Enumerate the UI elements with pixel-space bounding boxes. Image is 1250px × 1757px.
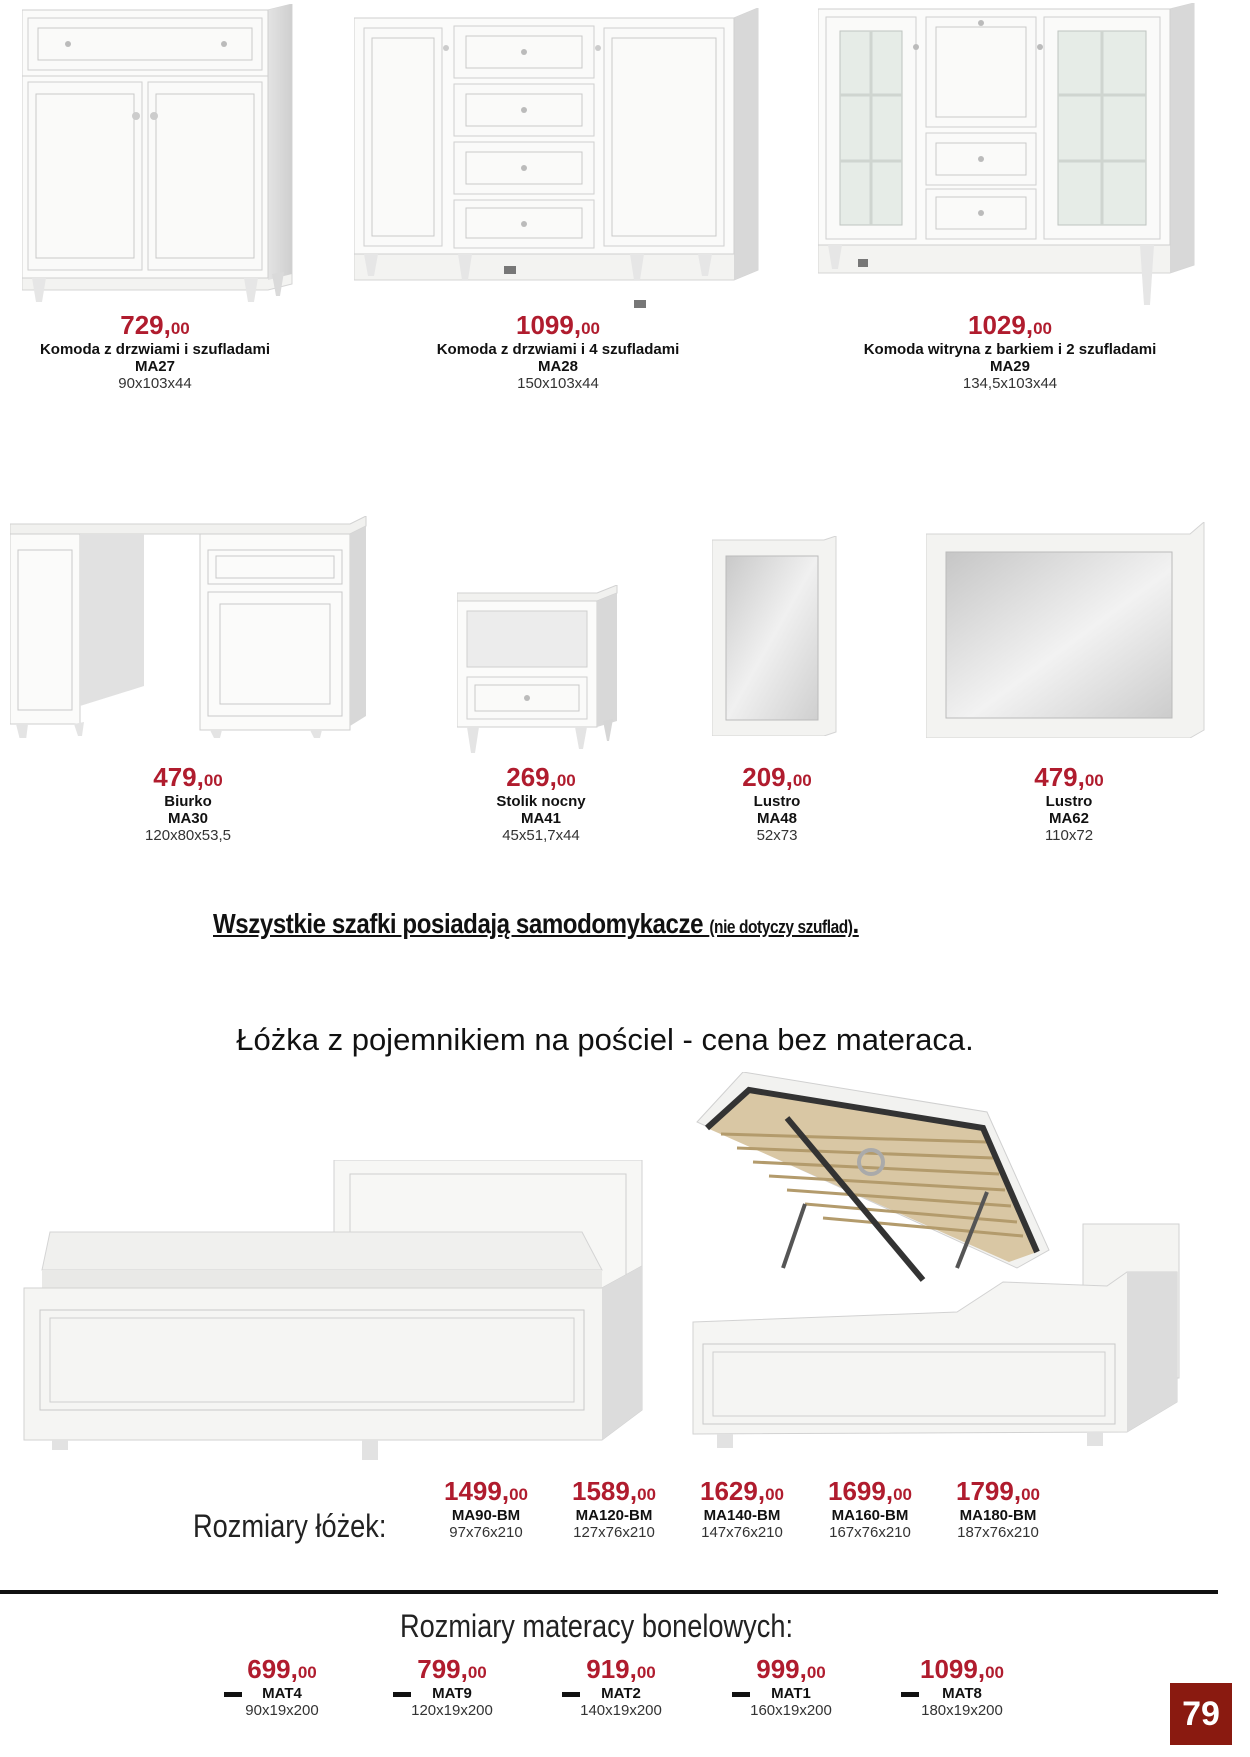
bed-size-item <box>682 1477 802 1541</box>
bed-price: 1499,00 <box>444 1476 528 1506</box>
mattress-dimensions: 160x19x200 <box>750 1702 832 1720</box>
product-price: 729,00 <box>120 310 190 340</box>
bed-dimensions: 167x76x210 <box>829 1524 911 1542</box>
bed-code: MA160-BM <box>831 1506 909 1524</box>
mattress-item <box>561 1655 681 1719</box>
product-code: MA27 <box>134 358 175 376</box>
dresser-4-drawers-illustration <box>354 8 762 310</box>
product-code: MA62 <box>1048 810 1089 828</box>
mattress-dimensions: 120x19x200 <box>411 1702 493 1720</box>
bed-price: 1799,00 <box>956 1476 1040 1506</box>
product-dimensions: 120x80x53,5 <box>145 827 231 845</box>
storage-bed-illustration <box>687 1072 1191 1464</box>
mattress-price: 799,00 <box>417 1654 487 1684</box>
bed-code: MA120-BM <box>575 1506 653 1524</box>
mattress-code: MAT9 <box>432 1684 472 1702</box>
product-card <box>1000 763 1138 845</box>
product-name: Komoda z drzwiami i 4 szufladami <box>436 340 680 358</box>
product-price: 1099,00 <box>516 310 600 340</box>
mattress-price: 999,00 <box>756 1654 826 1684</box>
product-price: 479,00 <box>1034 762 1104 792</box>
display-cabinet-illustration <box>818 3 1198 307</box>
bed-code: MA180-BM <box>959 1506 1037 1524</box>
product-card <box>820 311 1200 393</box>
bed-price: 1589,00 <box>572 1476 656 1506</box>
bed-dimensions: 147x76x210 <box>701 1524 783 1542</box>
mattress-dimensions: 140x19x200 <box>580 1702 662 1720</box>
product-card <box>10 311 300 393</box>
product-name: Stolik nocny <box>496 792 586 810</box>
product-code: MA48 <box>756 810 797 828</box>
bed-illustration <box>22 1160 646 1462</box>
bed-code: MA90-BM <box>451 1506 521 1524</box>
desk-illustration <box>10 516 368 738</box>
mattress-code: MAT2 <box>601 1684 641 1702</box>
product-dimensions: 52x73 <box>756 827 798 845</box>
product-code: MA41 <box>520 810 561 828</box>
mattress-item <box>222 1655 342 1719</box>
bed-dimensions: 187x76x210 <box>957 1524 1039 1542</box>
product-code: MA28 <box>537 358 578 376</box>
section-divider <box>0 1590 1218 1594</box>
bed-dimensions: 97x76x210 <box>449 1524 523 1542</box>
product-price: 479,00 <box>153 762 223 792</box>
bed-size-item <box>554 1477 674 1541</box>
mattress-price: 919,00 <box>586 1654 656 1684</box>
product-card <box>712 763 842 845</box>
product-price: 1029,00 <box>968 310 1052 340</box>
product-card <box>118 763 258 845</box>
soft-close-banner: Wszystkie szafki posiadają samodomykacze (nie dotyczy szuflad). <box>213 908 859 939</box>
bed-size-item <box>938 1477 1058 1541</box>
bed-sizes-label: Rozmiary łóżek: <box>193 1508 387 1544</box>
mattress-code: MAT4 <box>262 1684 302 1702</box>
product-name: Lustro <box>1045 792 1093 810</box>
bed-price: 1629,00 <box>700 1476 784 1506</box>
product-dimensions: 45x51,7x44 <box>502 827 580 845</box>
mattress-code: MAT8 <box>942 1684 982 1702</box>
bed-code: MA140-BM <box>703 1506 781 1524</box>
dresser-doors-drawer-illustration <box>22 4 294 310</box>
mattress-price: 699,00 <box>247 1654 317 1684</box>
product-price: 269,00 <box>506 762 576 792</box>
product-card <box>408 311 708 393</box>
mattress-price: 1099,00 <box>920 1654 1004 1684</box>
bed-dimensions: 127x76x210 <box>573 1524 655 1542</box>
mattress-code: MAT1 <box>771 1684 811 1702</box>
bed-size-item <box>810 1477 930 1541</box>
mattress-dimensions: 90x19x200 <box>245 1702 319 1720</box>
product-name: Lustro <box>753 792 801 810</box>
product-dimensions: 134,5x103x44 <box>962 375 1058 393</box>
small-mirror-illustration <box>712 536 838 736</box>
product-price: 209,00 <box>742 762 812 792</box>
bed-note: Łóżka z pojemnikiem na pościel - cena bez materaca. <box>236 1022 974 1057</box>
bed-size-item <box>426 1477 546 1541</box>
mattress-dimensions: 180x19x200 <box>921 1702 1003 1720</box>
mattress-item <box>392 1655 512 1719</box>
nightstand-illustration <box>457 585 621 753</box>
product-code: MA30 <box>167 810 208 828</box>
product-name: Komoda witryna z barkiem i 2 szufladami <box>863 340 1157 358</box>
product-dimensions: 110x72 <box>1044 827 1094 845</box>
product-dimensions: 90x103x44 <box>118 375 192 393</box>
product-name: Biurko <box>164 792 212 810</box>
page-number: 79 <box>1170 1683 1232 1745</box>
mattress-item <box>902 1655 1022 1719</box>
product-name: Komoda z drzwiami i szufladami <box>39 340 271 358</box>
product-dimensions: 150x103x44 <box>517 375 599 393</box>
mattress-heading: Rozmiary materacy bonelowych: <box>400 1608 794 1644</box>
wide-mirror-illustration <box>926 522 1206 738</box>
product-card <box>466 763 616 845</box>
mattress-item <box>731 1655 851 1719</box>
bed-price: 1699,00 <box>828 1476 912 1506</box>
product-code: MA29 <box>989 358 1030 376</box>
